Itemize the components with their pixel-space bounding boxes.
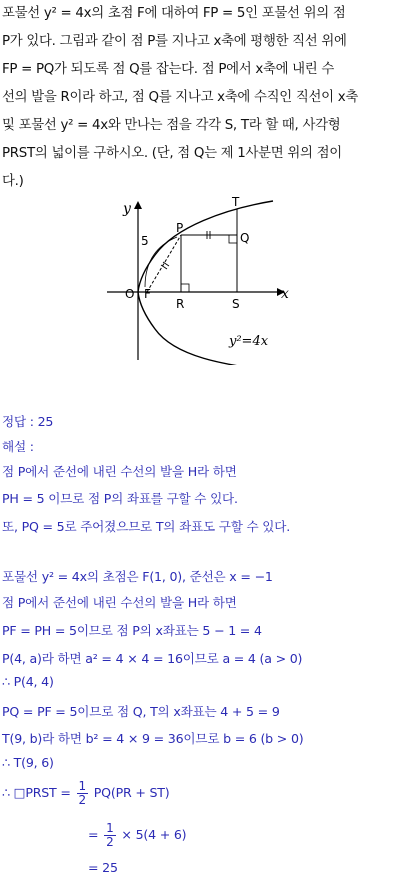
right-angle-Q — [229, 235, 237, 243]
calc-suffix: × 5(4 + 6) — [121, 827, 187, 842]
problem-line-6: PRST의 넓이를 구하시오. (단, 점 Q는 제 1사분면 위의 점이 — [2, 146, 342, 161]
solution-line-8: ∴ P(4, 4) — [2, 674, 54, 689]
fraction-numerator: 1 — [78, 779, 86, 793]
label-T: T — [232, 195, 240, 209]
explanation-title: 해설 : — [2, 439, 34, 454]
solution-line-4: 포물선 y² = 4x의 초점은 F(1, 0), 준선은 x = −1 — [2, 569, 273, 584]
label-length-5: 5 — [141, 234, 149, 248]
solution-result: = 25 — [88, 860, 118, 875]
area-formula-suffix: PQ(PR + ST) — [93, 785, 170, 800]
label-F: F — [144, 287, 151, 301]
solution-line-2: PH = 5 이므로 점 P의 좌표를 구할 수 있다. — [2, 491, 238, 506]
solution-line-5: 점 P에서 준선에 내린 수선의 발을 H라 하면 — [2, 595, 237, 610]
fraction-half-2 — [104, 822, 115, 849]
label-curve: y²=4x — [229, 334, 269, 349]
y-axis-arrow — [134, 201, 142, 209]
fraction-half — [77, 780, 88, 807]
parabola-diagram — [105, 195, 295, 365]
fraction-denominator-2: 2 — [106, 835, 114, 849]
problem-line-7: 다.) — [2, 174, 24, 189]
fraction-denominator: 2 — [78, 793, 86, 807]
x-axis-label: x — [281, 286, 289, 302]
tick-FP-1 — [161, 265, 167, 269]
solution-line-3: 또, PQ = 5로 주어졌으므로 T의 좌표도 구할 수 있다. — [2, 519, 291, 534]
solution-calc — [88, 822, 388, 849]
solution-line-10: T(9, b)라 하면 b² = 4 × 9 = 36이므로 b = 6 (b > 0) — [2, 731, 304, 746]
solution-line-11: ∴ T(9, 6) — [2, 755, 54, 770]
right-angle-R — [181, 284, 189, 292]
solution-line-7: P(4, a)라 하면 a² = 4 × 4 = 16이므로 a = 4 (a > 0) — [2, 651, 303, 666]
label-Q: Q — [240, 231, 250, 245]
problem-line-3: FP = PQ가 되도록 점 Q를 잡는다. 점 P에서 x축에 내린 수 — [2, 62, 335, 77]
calc-equals: = — [88, 827, 99, 842]
problem-line-4: 선의 발을 R이라 하고, 점 Q를 지나고 x축에 수직인 직선이 x축 — [2, 90, 358, 105]
problem-line-2: P가 있다. 그림과 같이 점 P를 지나고 x축에 평행한 직선 위에 — [2, 34, 347, 49]
problem-line-5: 및 포물선 y² = 4x와 만나는 점을 각각 S, T라 할 때, 사각형 — [2, 118, 341, 133]
segment-FP — [147, 235, 181, 292]
length-arc — [145, 237, 177, 287]
solution-line-9: PQ = PF = 5이므로 점 Q, T의 x좌표는 4 + 5 = 9 — [2, 704, 280, 719]
fraction-numerator-2: 1 — [106, 821, 114, 835]
label-S: S — [232, 297, 240, 311]
area-formula-prefix: ∴ □PRST = — [2, 785, 71, 800]
label-O: O — [125, 287, 135, 301]
solution-area-formula — [2, 780, 398, 807]
solution-line-1: 점 P에서 준선에 내린 수선의 발을 H라 하면 — [2, 464, 237, 479]
problem-line-1: 포물선 y² = 4x의 초점 F에 대하여 FP = 5인 포물선 위의 점 — [2, 6, 346, 21]
label-R: R — [176, 297, 185, 311]
answer-line: 정답 : 25 — [2, 414, 54, 429]
solution-line-6: PF = PH = 5이므로 점 P의 x좌표는 5 − 1 = 4 — [2, 623, 262, 638]
label-P: P — [176, 221, 184, 235]
y-axis-label: y — [123, 201, 131, 217]
